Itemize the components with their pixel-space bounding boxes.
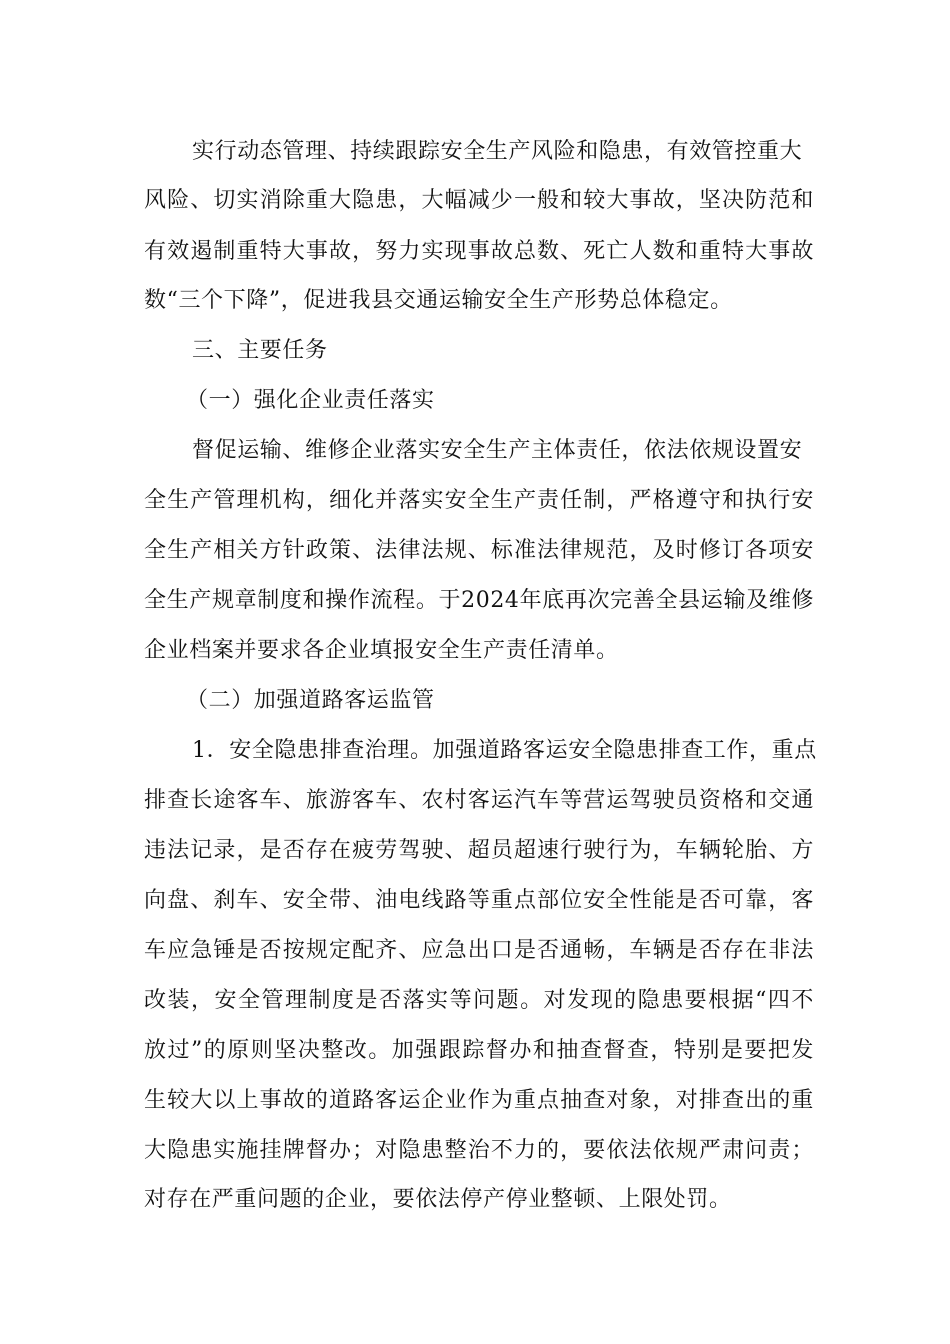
- paragraph-line: 全生产规章制度和操作流程。于2024年底再次完善全县运输及维修: [144, 588, 814, 613]
- paragraph-line: 大隐患实施挂牌督办；对隐患整治不力的，要依法依规严肃问责；: [144, 1138, 814, 1163]
- paragraph-line: 对存在严重问题的企业，要依法停产停业整顿、上限处罚。: [144, 1187, 732, 1212]
- paragraph-line: 1．安全隐患排查治理。加强道路客运安全隐患排查工作，重点: [192, 738, 817, 763]
- paragraph-line: 数“三个下降”，促进我县交通运输安全生产形势总体稳定。: [144, 288, 733, 313]
- paragraph-line: 风险、切实消除重大隐患，大幅减少一般和较大事故，坚决防范和: [144, 188, 814, 213]
- paragraph-line: 全生产管理机构，细化并落实安全生产责任制，严格遵守和执行安: [144, 488, 814, 513]
- paragraph-line: 全生产相关方针政策、法律法规、标准法律规范，及时修订各项安: [144, 538, 814, 563]
- paragraph-line: 违法记录，是否存在疲劳驾驶、超员超速行驶行为，车辆轮胎、方: [144, 838, 814, 863]
- paragraph-line: 放过”的原则坚决整改。加强跟踪督办和抽查督查，特别是要把发: [144, 1038, 814, 1063]
- paragraph-line: 有效遏制重特大事故，努力实现事故总数、死亡人数和重特大事故: [144, 239, 814, 264]
- section-heading: 三、主要任务: [192, 338, 328, 363]
- paragraph-line: 生较大以上事故的道路客运企业作为重点抽查对象，对排查出的重: [144, 1088, 814, 1113]
- paragraph-line: 车应急锤是否按规定配齐、应急出口是否通畅，车辆是否存在非法: [144, 938, 814, 963]
- paragraph-line: 改装，安全管理制度是否落实等问题。对发现的隐患要根据“四不: [144, 988, 814, 1013]
- paragraph-line: 督促运输、维修企业落实安全生产主体责任，依法依规设置安: [192, 438, 803, 463]
- paragraph-line: 排查长途客车、旅游客车、农村客运汽车等营运驾驶员资格和交通: [144, 788, 814, 813]
- paragraph-line: 企业档案并要求各企业填报安全生产责任清单。: [144, 638, 619, 663]
- paragraph-line: 向盘、刹车、安全带、油电线路等重点部位安全性能是否可靠，客: [144, 888, 814, 913]
- paragraph-line: 实行动态管理、持续跟踪安全生产风险和隐患，有效管控重大: [192, 139, 803, 164]
- subsection-heading: （一）强化企业责任落实: [186, 388, 435, 413]
- subsection-heading: （二）加强道路客运监管: [186, 688, 435, 713]
